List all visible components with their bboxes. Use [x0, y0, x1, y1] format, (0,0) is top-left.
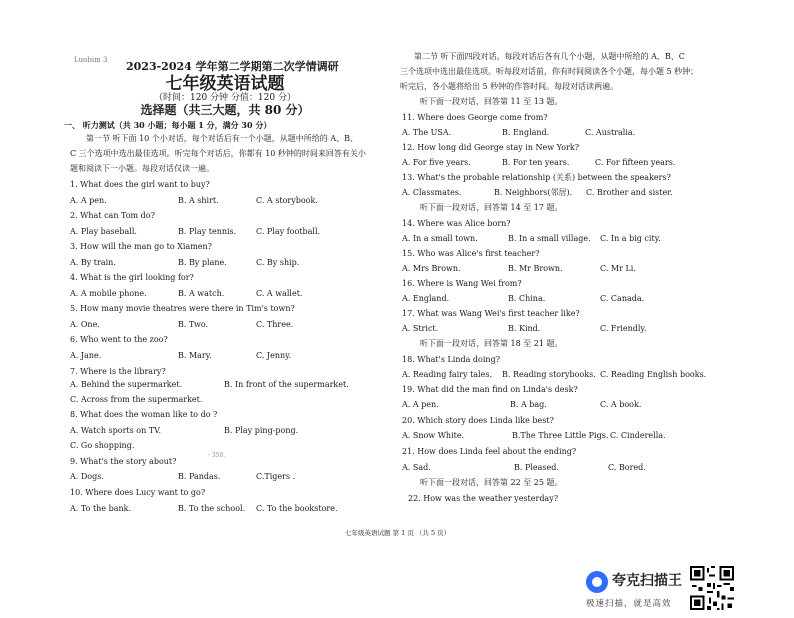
option-b[interactable]: B. By plane.	[178, 258, 227, 267]
option-c[interactable]: C. Jenny.	[256, 351, 292, 360]
dialogue-4-instruction: 听下面一段对话，回答第 22 至 25 题。	[420, 478, 563, 487]
option-a[interactable]: A. Play baseball.	[70, 227, 137, 236]
section-heading: 选择题（共三大题，共 80 分）	[140, 103, 310, 117]
option-c[interactable]: C. Play football.	[256, 227, 321, 236]
option-b[interactable]: B. A bag.	[510, 400, 547, 409]
question-20: 20. Which story does Linda like best?	[402, 416, 554, 425]
exam-title: 七年级英语试题	[165, 74, 285, 94]
option-a[interactable]: A. A pen.	[70, 196, 107, 205]
option-a[interactable]: A. Watch sports on TV.	[70, 426, 162, 435]
option-b[interactable]: B. Pandas.	[178, 472, 221, 481]
exam-term-line: 2023-2024 学年第二学期第二次学情调研	[126, 60, 339, 73]
dialogue-3-instruction: 听下面一段对话，回答第 18 至 21 题。	[420, 339, 563, 348]
question-4: 4. What is the girl looking for?	[70, 273, 194, 282]
option-c[interactable]: C. Cinderella.	[610, 431, 666, 440]
option-c[interactable]: C. A storybook.	[256, 196, 318, 205]
option-c[interactable]: C. Brother and sister.	[586, 188, 673, 197]
option-a[interactable]: A. Reading fairy tales.	[402, 370, 492, 379]
qr-code-icon	[690, 566, 734, 610]
option-a[interactable]: A. Dogs.	[70, 472, 104, 481]
section2-intro-line1: 第二节 听下面四段对话。每段对话后各有几个小题，从题中所给的 A、B、C	[414, 52, 685, 61]
option-a[interactable]: A. Strict.	[402, 324, 439, 333]
question-9: 9. What's the story about?	[70, 457, 177, 466]
option-a[interactable]: A. A pen.	[402, 400, 439, 409]
option-c[interactable]: C. Go shopping.	[70, 441, 135, 450]
option-c[interactable]: C. A book.	[600, 400, 642, 409]
scan-mark: Luobim 3	[74, 56, 108, 64]
option-c[interactable]: C.Tigers .	[256, 472, 296, 481]
option-c[interactable]: C. Reading English books.	[600, 370, 707, 379]
question-1: 1. What does the girl want to buy?	[70, 180, 210, 189]
question-7: 7. Where is the library?	[70, 367, 166, 376]
option-b[interactable]: B. Reading storybooks.	[502, 370, 596, 379]
option-a[interactable]: A. In a small town.	[402, 234, 478, 243]
option-b[interactable]: B. Kind.	[508, 324, 541, 333]
scanner-watermark	[586, 568, 696, 610]
question-17: 17. What was Wang Wei's first teacher like?	[402, 309, 580, 318]
option-c[interactable]: C. In a big city.	[600, 234, 661, 243]
option-b[interactable]: B. Mary.	[178, 351, 212, 360]
question-6: 6. Who went to the zoo?	[70, 335, 168, 344]
exam-time-score: （时间：120 分钟 分值：120 分）	[154, 93, 296, 103]
option-b[interactable]: B. Play ping-pong.	[224, 426, 299, 435]
question-19: 19. What did the man find on Linda's desk?	[402, 385, 578, 394]
option-a[interactable]: A. By train.	[70, 258, 116, 267]
section1-intro-line2: C 三个选项中选出最佳选项。听完每个对话后，你都有 10 秒钟的时间来回答有关小	[70, 149, 366, 158]
option-b[interactable]: B. Pleased.	[514, 463, 559, 472]
option-b[interactable]: B. Two.	[178, 320, 209, 329]
question-5: 5. How many movie theatres were there in Tim's town?	[70, 304, 295, 313]
question-3: 3. How will the man go to Xiamen?	[70, 242, 212, 251]
option-b[interactable]: B. Mr Brown.	[508, 264, 563, 273]
brand-name: 夸克扫描王	[612, 573, 682, 589]
option-c[interactable]: C. By ship.	[256, 258, 300, 267]
question-12: 12. How long did George stay in New York?	[402, 143, 580, 152]
option-c[interactable]: C. Mr Li.	[600, 264, 636, 273]
scan-artifact-text: · 350.	[208, 452, 226, 459]
option-b[interactable]: B. In a small village.	[508, 234, 591, 243]
option-b[interactable]: B. England.	[502, 128, 550, 137]
option-c[interactable]: C. Three.	[256, 320, 294, 329]
option-a[interactable]: A. England.	[402, 294, 450, 303]
option-a[interactable]: A. Snow White.	[402, 431, 465, 440]
option-a[interactable]: A. For five years.	[402, 158, 471, 167]
option-b[interactable]: B. China.	[508, 294, 546, 303]
brand-slogan: 极速扫描，就是高效	[586, 599, 672, 609]
section2-intro-line2: 三个选项中选出最佳选项。听每段对话前，你有时间阅读各个小题，每小题 5 秒钟；	[400, 67, 699, 76]
option-c[interactable]: C. For fifteen years.	[595, 158, 676, 167]
option-c[interactable]: C. Canada.	[600, 294, 645, 303]
question-10: 10. Where does Lucy want to go?	[70, 488, 206, 497]
option-b[interactable]: B. For ten years.	[502, 158, 570, 167]
option-c[interactable]: C. Bored.	[608, 463, 646, 472]
option-a[interactable]: A. Behind the supermarket.	[70, 380, 183, 389]
option-c[interactable]: C. Friendly.	[600, 324, 647, 333]
section1-intro-line1: 第一节 听下面 10 个小对话，每个对话后有一个小题，从题中所给的 A、B、	[86, 134, 359, 143]
option-b[interactable]: B. In front of the supermarket.	[224, 380, 349, 389]
option-a[interactable]: A. The USA.	[402, 128, 452, 137]
question-21: 21. How does Linda feel about the ending?	[402, 447, 577, 456]
option-c[interactable]: C. To the bookstore.	[256, 504, 338, 513]
option-a[interactable]: A. Jane.	[70, 351, 102, 360]
section1-intro-line3: 题和阅读下一小题。每段对话仅读一遍。	[70, 164, 214, 173]
question-14: 14. Where was Alice born?	[402, 219, 511, 228]
question-15: 15. Who was Alice's first teacher?	[402, 249, 540, 258]
question-2: 2. What can Tom do?	[70, 211, 155, 220]
option-a[interactable]: A. Mrs Brown.	[402, 264, 461, 273]
part-listening-heading: 一、 听力测试（共 30 小题；每小题 1 分，满分 30 分）	[64, 120, 272, 130]
page-footer: 七年级英语试题 第 1 页 （共 5 页）	[345, 529, 451, 537]
option-c[interactable]: C. Across from the supermarket.	[70, 395, 203, 404]
option-b[interactable]: B. A shirt.	[178, 196, 219, 205]
option-b[interactable]: B. Neighbors(邻居).	[494, 188, 573, 197]
dialogue-2-instruction: 听下面一段对话，回答第 14 至 17 题。	[420, 203, 563, 212]
option-a[interactable]: A. To the bank.	[70, 504, 132, 513]
option-c[interactable]: C. A wallet.	[256, 289, 303, 298]
dialogue-1-instruction: 听下面一段对话，回答第 11 至 13 题。	[420, 97, 563, 106]
question-18: 18. What's Linda doing?	[402, 355, 500, 364]
question-22: 22. How was the weather yesterday?	[408, 494, 559, 503]
option-b[interactable]: B.The Three Little Pigs.	[512, 431, 609, 440]
option-b[interactable]: B. A watch.	[178, 289, 225, 298]
option-a[interactable]: A. Classmates.	[402, 188, 462, 197]
option-b[interactable]: B. To the school.	[178, 504, 246, 513]
option-a[interactable]: A. Sad.	[402, 463, 431, 472]
quark-logo-icon	[586, 571, 608, 593]
option-b[interactable]: B. Play tennis.	[178, 227, 237, 236]
option-c[interactable]: C. Australia.	[585, 128, 636, 137]
question-13: 13. What's the probable relationship (关系) between the speakers?	[402, 173, 671, 182]
option-a[interactable]: A. A mobile phone.	[70, 289, 147, 298]
section2-intro-line3: 听完后，各小题将给出 5 秒钟的作答时间。每段对话读两遍。	[400, 82, 619, 91]
question-8: 8. What does the woman like to do ?	[70, 410, 218, 419]
question-16: 16. Where is Wang Wei from?	[402, 279, 522, 288]
option-a[interactable]: A. One.	[70, 320, 100, 329]
question-11: 11. Where does George come from?	[402, 113, 548, 122]
